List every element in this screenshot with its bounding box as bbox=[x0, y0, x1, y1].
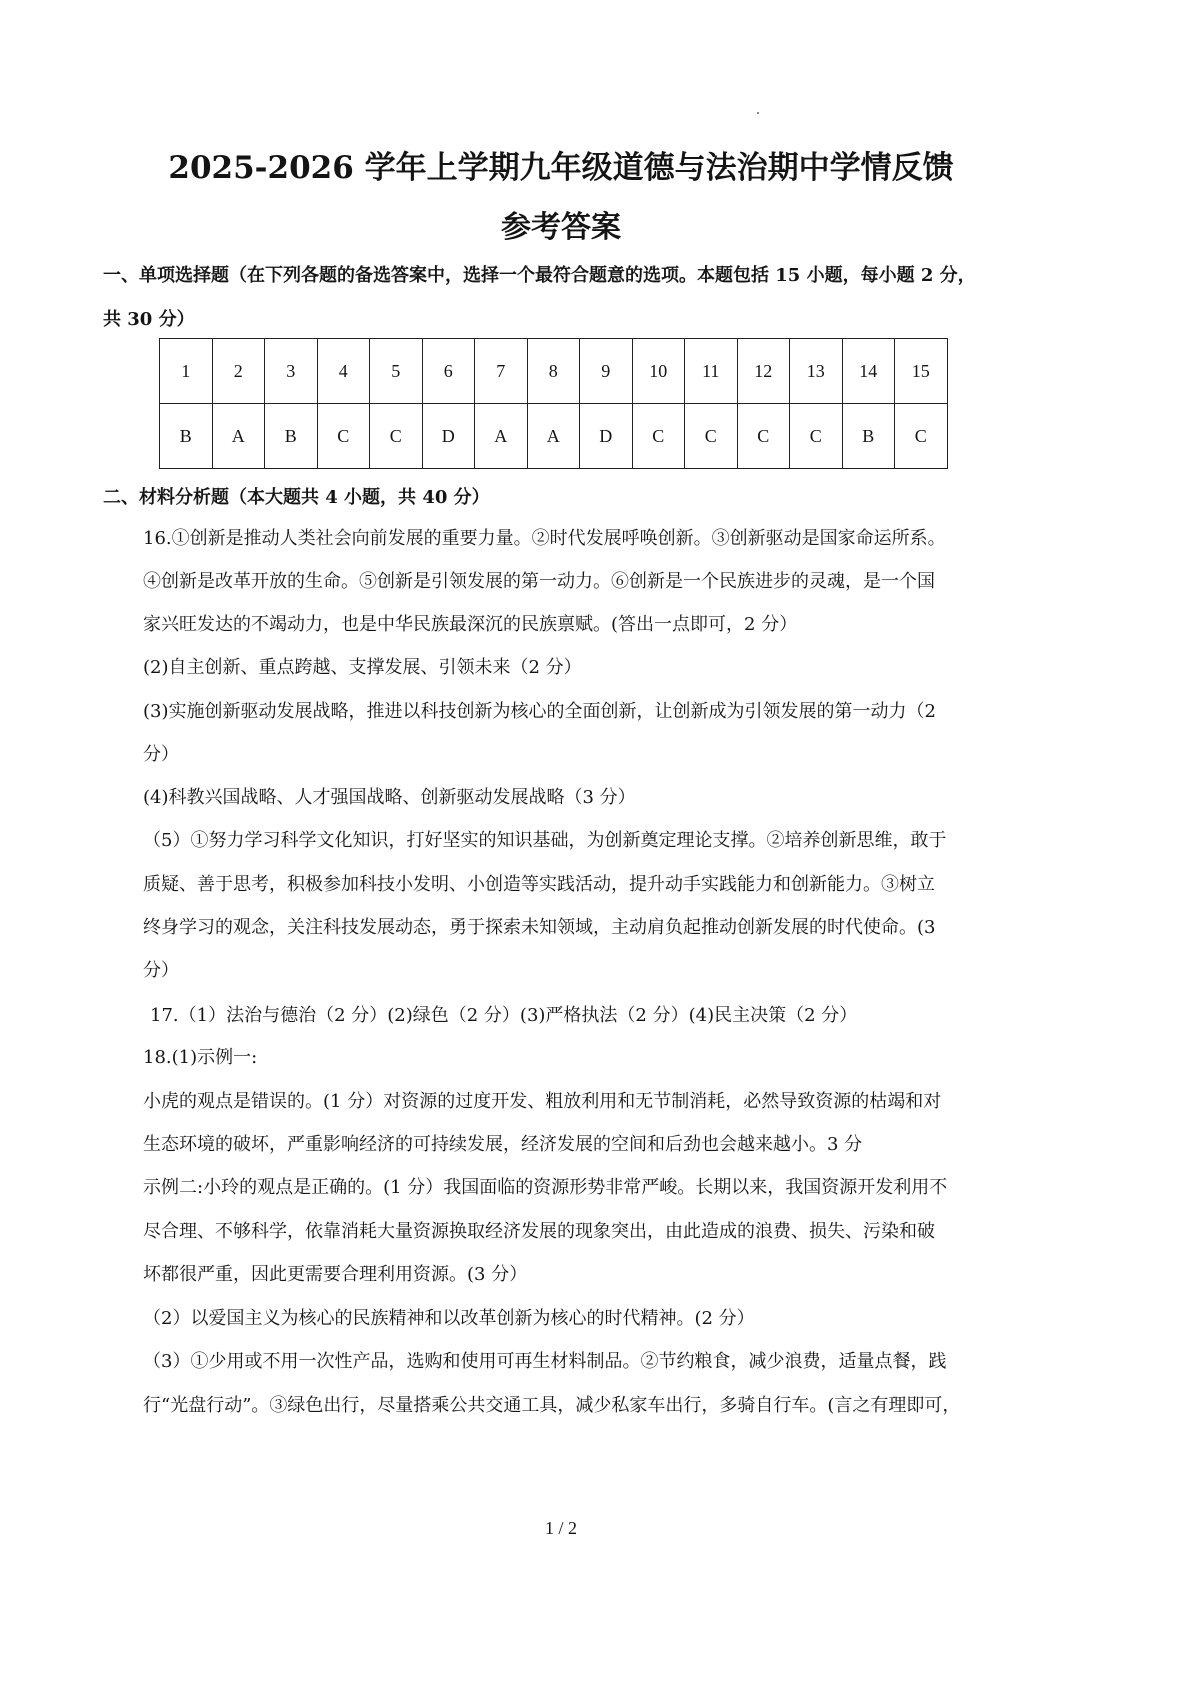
answer-text-line: 18.(1)示例一: bbox=[143, 1047, 258, 1068]
answer-text-line: 尽合理、不够科学，依靠消耗大量资源换取经济发展的现象突出，由此造成的浪费、损失、污染和破 bbox=[143, 1221, 935, 1242]
answer-cell: C bbox=[737, 404, 790, 469]
question-number-cell: 12 bbox=[737, 339, 790, 404]
question-number-cell: 7 bbox=[475, 339, 528, 404]
answer-table bbox=[159, 338, 948, 469]
question-number-cell: 4 bbox=[317, 339, 370, 404]
answer-cell: A bbox=[475, 404, 528, 469]
answer-cell: D bbox=[422, 404, 475, 469]
section1-heading-line2: 共 30 分） bbox=[103, 309, 195, 330]
question-number-cell: 8 bbox=[527, 339, 580, 404]
answer-text-line: 示例二:小玲的观点是正确的。(1 分）我国面临的资源形势非常严峻。长期以来，我国资源开发利用不 bbox=[143, 1177, 948, 1198]
answer-cell: C bbox=[685, 404, 738, 469]
document-title: 2025-2026 学年上学期九年级道德与法治期中学情反馈 bbox=[168, 150, 954, 186]
answer-cell: A bbox=[527, 404, 580, 469]
question-number-cell: 11 bbox=[685, 339, 738, 404]
section2-heading: 二、材料分析题（本大题共 4 小题，共 40 分） bbox=[103, 487, 490, 508]
answer-cell: B bbox=[265, 404, 318, 469]
question-number-cell: 2 bbox=[212, 339, 265, 404]
answer-text-line: 小虎的观点是错误的。(1 分）对资源的过度开发、粗放利用和无节制消耗，必然导致资源的枯竭和对 bbox=[143, 1091, 942, 1112]
scan-speck bbox=[757, 112, 759, 114]
answer-text-line: (2)自主创新、重点跨越、支撑发展、引领未来（2 分） bbox=[143, 657, 582, 678]
answer-cell: A bbox=[212, 404, 265, 469]
answer-text-line: 16.①创新是推动人类社会向前发展的重要力量。②时代发展呼唤创新。③创新驱动是国家命运所系。 bbox=[143, 528, 946, 549]
answer-text-line: 行“光盘行动”。③绿色出行，尽量搭乘公共交通工具，减少私家车出行，多骑自行车。(言之有理即可， bbox=[143, 1395, 961, 1416]
answer-text-line: 分） bbox=[143, 960, 179, 981]
question-number-cell: 3 bbox=[265, 339, 318, 404]
answer-cell: B bbox=[842, 404, 895, 469]
answer-text-line: （3）①少用或不用一次性产品，选购和使用可再生材料制品。②节约粮食，减少浪费，适量点餐，践 bbox=[143, 1351, 947, 1372]
answer-text-line: 17.（1）法治与德治（2 分）(2)绿色（2 分）(3)严格执法（2 分）(4)民主决策（2 分） bbox=[150, 1005, 858, 1026]
document-subtitle: 参考答案 bbox=[501, 210, 621, 245]
question-number-cell: 14 bbox=[842, 339, 895, 404]
page-number: 1 / 2 bbox=[544, 1518, 577, 1538]
answer-text-line: (3)实施创新驱动发展战略，推进以科技创新为核心的全面创新，让创新成为引领发展的第一动力（2 bbox=[143, 701, 936, 722]
answer-text-line: ④创新是改革开放的生命。⑤创新是引领发展的第一动力。⑥创新是一个民族进步的灵魂，是一个国 bbox=[143, 571, 935, 592]
answer-cell: B bbox=[160, 404, 213, 469]
answer-cell: C bbox=[370, 404, 423, 469]
question-number-cell: 5 bbox=[370, 339, 423, 404]
question-number-row bbox=[160, 339, 948, 404]
question-number-cell: 6 bbox=[422, 339, 475, 404]
answer-cell: C bbox=[895, 404, 948, 469]
question-number-cell: 9 bbox=[580, 339, 633, 404]
answer-cell: D bbox=[580, 404, 633, 469]
answer-cell: C bbox=[632, 404, 685, 469]
question-number-cell: 15 bbox=[895, 339, 948, 404]
question-number-cell: 10 bbox=[632, 339, 685, 404]
answer-text-line: 生态环境的破坏，严重影响经济的可持续发展，经济发展的空间和后劲也会越来越小。3 分 bbox=[143, 1134, 863, 1155]
section1-heading-line1: 一、单项选择题（在下列各题的备选答案中，选择一个最符合题意的选项。本题包括 15 小题，每小题 2 分， bbox=[103, 265, 976, 286]
answer-text-line: （2）以爱国主义为核心的民族精神和以改革创新为核心的时代精神。(2 分） bbox=[143, 1308, 755, 1329]
answer-text-line: (4)科教兴国战略、人才强国战略、创新驱动发展战略（3 分） bbox=[143, 787, 636, 808]
answer-cell: C bbox=[317, 404, 370, 469]
answer-text-line: 质疑、善于思考，积极参加科技小发明、小创造等实践活动，提升动手实践能力和创新能力。③树立 bbox=[143, 874, 935, 895]
answer-text-line: 家兴旺发达的不竭动力，也是中华民族最深沉的民族禀赋。(答出一点即可，2 分） bbox=[143, 614, 798, 635]
answer-text-line: 终身学习的观念，关注科技发展动态，勇于探索未知领域，主动肩负起推动创新发展的时代使命。(3 bbox=[143, 917, 936, 938]
answer-cell: C bbox=[790, 404, 843, 469]
answer-row bbox=[160, 404, 948, 469]
answer-text-line: 分） bbox=[143, 744, 179, 765]
answer-text-line: 坏都很严重，因此更需要合理利用资源。(3 分） bbox=[143, 1264, 528, 1285]
answer-text-line: （5）①努力学习科学文化知识，打好坚实的知识基础，为创新奠定理论支撑。②培养创新思维，敢于 bbox=[143, 830, 947, 851]
question-number-cell: 1 bbox=[160, 339, 213, 404]
question-number-cell: 13 bbox=[790, 339, 843, 404]
